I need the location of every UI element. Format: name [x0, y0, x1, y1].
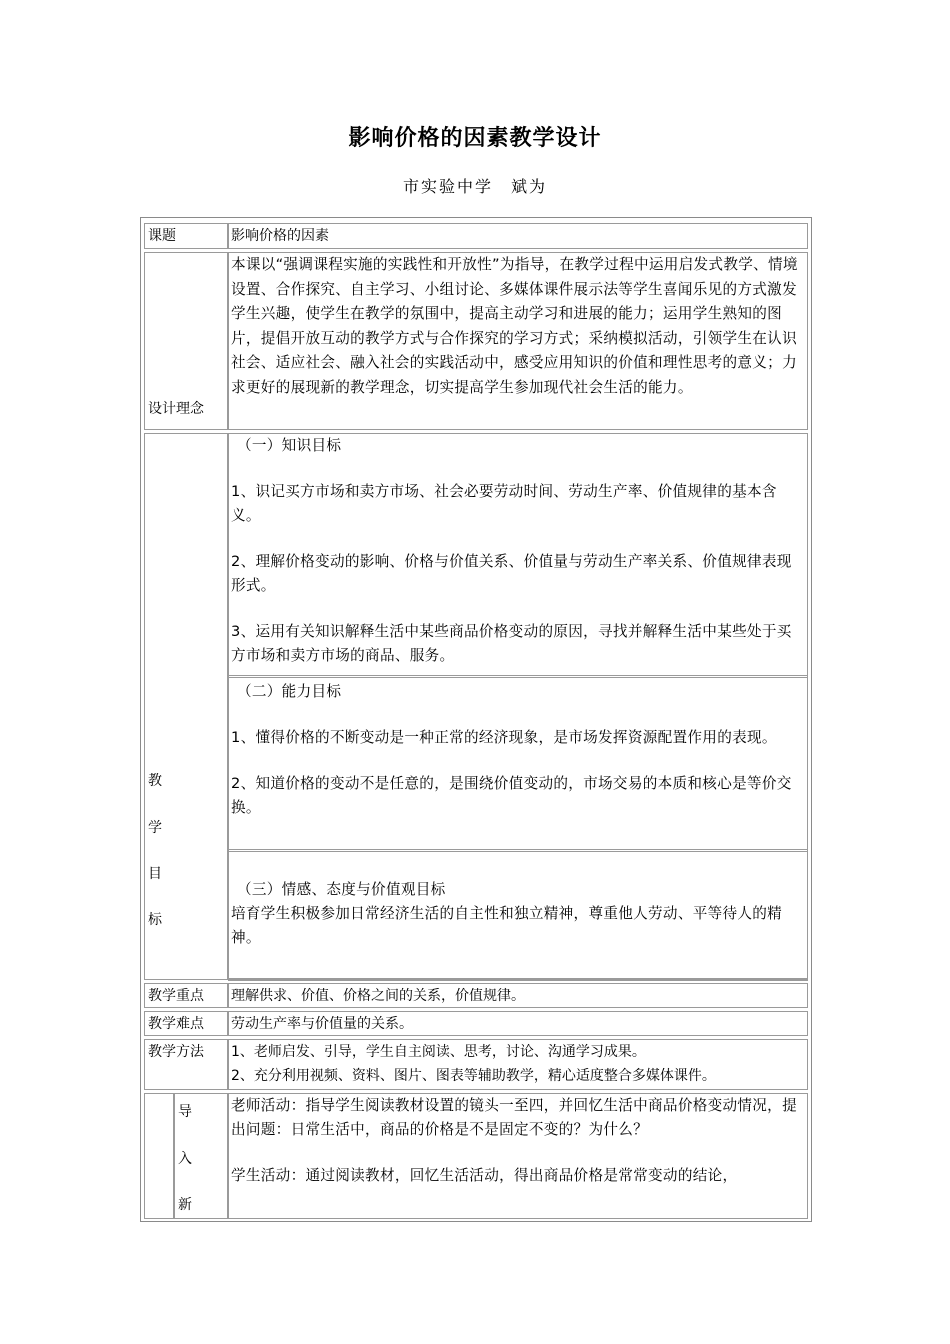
methods-item: 2、充分利用视频、资料、图片、图表等辅助教学，精心适度整合多媒体课件。	[231, 1068, 716, 1084]
concept-label: 设计理念	[148, 401, 204, 417]
attitude-section	[231, 878, 805, 950]
goals-label-char: 学	[148, 820, 162, 836]
teacher-activity: 老师活动：指导学生阅读教材设置的镜头一至四，并回忆生活中商品价格变动情况，提出问题：日常生活中，商品的价格是不是固定不变的？为什么？	[231, 1097, 797, 1138]
topic-label: 课题	[144, 223, 228, 249]
methods-item: 1、老师启发、引导，学生自主阅读、思考，讨论、沟通学习成果。	[231, 1044, 646, 1060]
concept-label-cell	[144, 252, 228, 430]
section-divider	[228, 849, 808, 852]
goals-label-char: 标	[148, 912, 162, 928]
ability-item: 2、知道价格的变动不是任意的，是围绕价值变动的，市场交易的本质和核心是等价交换。	[231, 775, 792, 816]
key-point-content: 理解供求、价值、价格之间的关系，价值规律。	[228, 983, 808, 1008]
methods-label: 教学方法	[144, 1039, 228, 1090]
attitude-item: 培育学生积极参加日常经济生活的自主性和独立精神，尊重他人劳动、平等待人的精神。	[231, 905, 783, 946]
student-activity: 学生活动：通过阅读教材，回忆生活活动，得出商品价格是常常变动的结论，	[231, 1167, 738, 1184]
key-point-label: 教学重点	[144, 983, 228, 1008]
stage-blank-cell	[144, 1093, 174, 1219]
knowledge-item: 3、运用有关知识解释生活中某些商品价格变动的原因，寻找并解释生活中某些处于买方市场和卖方市场的商品、服务。	[231, 623, 792, 664]
intro-label-char: 导	[178, 1104, 192, 1120]
intro-label-char: 入	[178, 1151, 192, 1167]
intro-label-cell	[174, 1093, 228, 1219]
methods-content-cell	[228, 1039, 808, 1090]
difficulty-content: 劳动生产率与价值量的关系。	[228, 1011, 808, 1036]
ability-item: 1、懂得价格的不断变动是一种正常的经济现象，是市场发挥资源配置作用的表现。	[231, 729, 777, 746]
goals-label-cell	[144, 433, 228, 980]
intro-content-cell	[228, 1093, 808, 1219]
intro-label-char: 新	[178, 1197, 192, 1213]
attitude-heading: （三）情感、态度与价值观目标	[237, 881, 446, 898]
knowledge-item: 1、识记买方市场和卖方市场、社会必要劳动时间、劳动生产率、价值规律的基本含义。	[231, 483, 777, 524]
knowledge-section	[231, 434, 805, 668]
goals-content-cell	[228, 433, 808, 980]
difficulty-label: 教学难点	[144, 1011, 228, 1036]
knowledge-heading: （一）知识目标	[237, 437, 342, 454]
concept-content: 本课以“强调课程实施的实践性和开放性”为指导，在教学过程中运用启发式教学、情境设置、合作探究、自主学习、小组讨论、多媒体课件展示法等学生喜闻乐见的方式激发学生兴趣，使学生在教学的氛围中，提高主动学习和进展的能力；运用学生熟知的图片，提倡开放互动的教学方式与合作探究的学习方式；采纳模拟活动，引领学生在认识社会、适应社会、融入社会的实践活动中，感受应用知识的价值和理性思考的意义；力求更好的展现新的教学理念，切实提高学生参加现代社会生活的能力。	[228, 252, 808, 430]
goals-label-char: 目	[148, 866, 162, 882]
lesson-plan-table	[140, 217, 812, 1222]
knowledge-item: 2、理解价格变动的影响、价格与价值关系、价值量与劳动生产率关系、价值规律表现形式。	[231, 553, 792, 594]
section-divider	[228, 978, 808, 981]
ability-section	[231, 680, 805, 820]
section-divider	[228, 675, 808, 678]
author-line: 市实验中学 斌为	[402, 177, 547, 196]
goals-label-char: 教	[148, 773, 162, 789]
topic-content: 影响价格的因素	[228, 223, 808, 249]
document-title: 影响价格的因素教学设计	[348, 126, 602, 151]
ability-heading: （二）能力目标	[237, 683, 342, 700]
